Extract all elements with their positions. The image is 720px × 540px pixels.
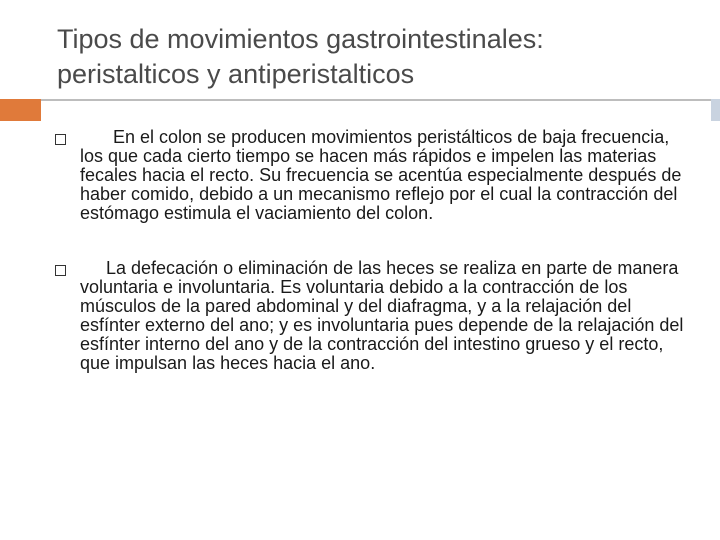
slide-title-line-1: Tipos de movimientos gastrointestinales: <box>57 24 544 54</box>
bullet-item <box>55 128 695 223</box>
bullet-text: La defecación o eliminación de las heces se realiza en parte de manera voluntaria e involuntaria. Es voluntaria debido a la contracción de los músculos de la pared abdominal y del diafragma, y a la relajación del esfínter externo del ano; y es involuntaria pues depende de la relajación del esfínter interno del ano y de la contracción del intestino grueso y el recto, que impulsan las heces hacia el ano. <box>80 258 684 373</box>
bullet-item <box>55 259 695 373</box>
divider-accent-block <box>0 99 41 121</box>
square-bullet-icon <box>55 265 66 276</box>
slide-title-line-2: peristalticos y antiperistalticos <box>57 59 415 89</box>
divider-line <box>41 99 720 101</box>
slide-title <box>57 22 697 92</box>
divider-end-block <box>711 99 720 121</box>
bullet-list <box>55 128 695 373</box>
square-bullet-icon <box>55 134 66 145</box>
title-divider <box>0 99 720 121</box>
bullet-text: En el colon se producen movimientos peristálticos de baja frecuencia, los que cada cierto tiempo se hacen más rápidos e impelen las materias fecales hacia el recto. Su frecuencia se acentúa especialmente después de haber comido, debido a un mecanismo reflejo por el cual la contracción del estómago estimula el vaciamiento del colon. <box>80 127 682 223</box>
